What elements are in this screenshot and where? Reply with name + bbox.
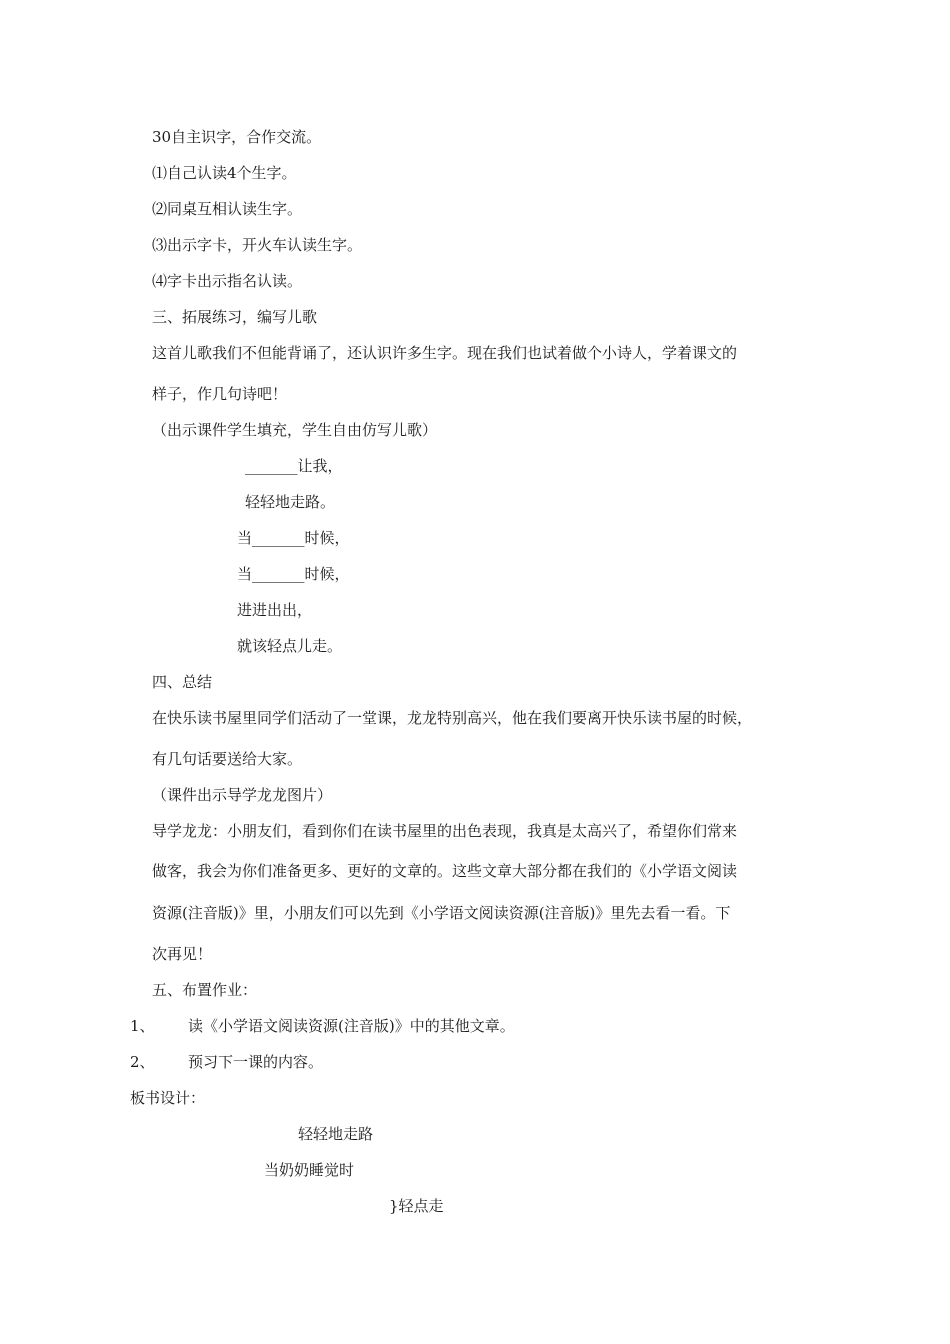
section-heading: 三、拓展练习，编写儿歌 (152, 308, 318, 326)
list-number: 1、 (130, 1017, 155, 1035)
text-line: 次再见！ (152, 945, 213, 963)
list-number: 2、 (130, 1053, 155, 1071)
text-line: 样子，作几句诗吧！ (152, 385, 288, 403)
text-line: ⑵同桌互相认读生字。 (152, 200, 303, 218)
poem-line: 当_______时候， (237, 565, 350, 583)
section-heading: 四、总结 (152, 673, 213, 691)
text-line: ⑶出示字卡，开火车认读生字。 (152, 236, 363, 254)
text-line: 导学龙龙：小朋友们，看到你们在读书屋里的出色表现，我真是太高兴了，希望你们常来 (152, 822, 738, 840)
board-line: 轻轻地走路 (298, 1125, 374, 1143)
text-line: 做客，我会为你们准备更多、更好的文章的。这些文章大部分都在我们的《小学语文阅读 (152, 862, 738, 880)
poem-line: 进进出出， (237, 601, 313, 619)
text-line: 有几句话要送给大家。 (152, 750, 303, 768)
poem-line: 当_______时候， (237, 529, 350, 547)
poem-line: 轻轻地走路。 (245, 493, 336, 511)
list-item: 读《小学语文阅读资源(注音版)》中的其他文章。 (188, 1017, 515, 1035)
text-line: 这首儿歌我们不但能背诵了，还认识许多生字。现在我们也试着做个小诗人，学着课文的 (152, 344, 738, 362)
board-design-label: 板书设计： (130, 1089, 206, 1107)
text-line: 30自主识字，合作交流。 (152, 128, 322, 146)
text-line: ⑴自己认读4个生字。 (152, 164, 297, 182)
poem-line: 就该轻点儿走。 (237, 637, 343, 655)
text-line: ⑷字卡出示指名认读。 (152, 272, 303, 290)
section-heading: 五、布置作业： (152, 981, 258, 999)
text-line: 资源(注音版)》里，小朋友们可以先到《小学语文阅读资源(注音版)》里先去看一看。下 (152, 904, 731, 922)
text-line: （课件出示导学龙龙图片） (152, 786, 333, 804)
board-line: 当奶奶睡觉时 (264, 1161, 355, 1179)
board-line: }轻点走 (389, 1197, 444, 1215)
poem-line: _______让我， (245, 457, 343, 475)
text-line: （出示课件学生填充，学生自由仿写儿歌） (152, 421, 438, 439)
list-item: 预习下一课的内容。 (188, 1053, 324, 1071)
text-line: 在快乐读书屋里同学们活动了一堂课，龙龙特别高兴，他在我们要离开快乐读书屋的时候， (152, 709, 753, 727)
